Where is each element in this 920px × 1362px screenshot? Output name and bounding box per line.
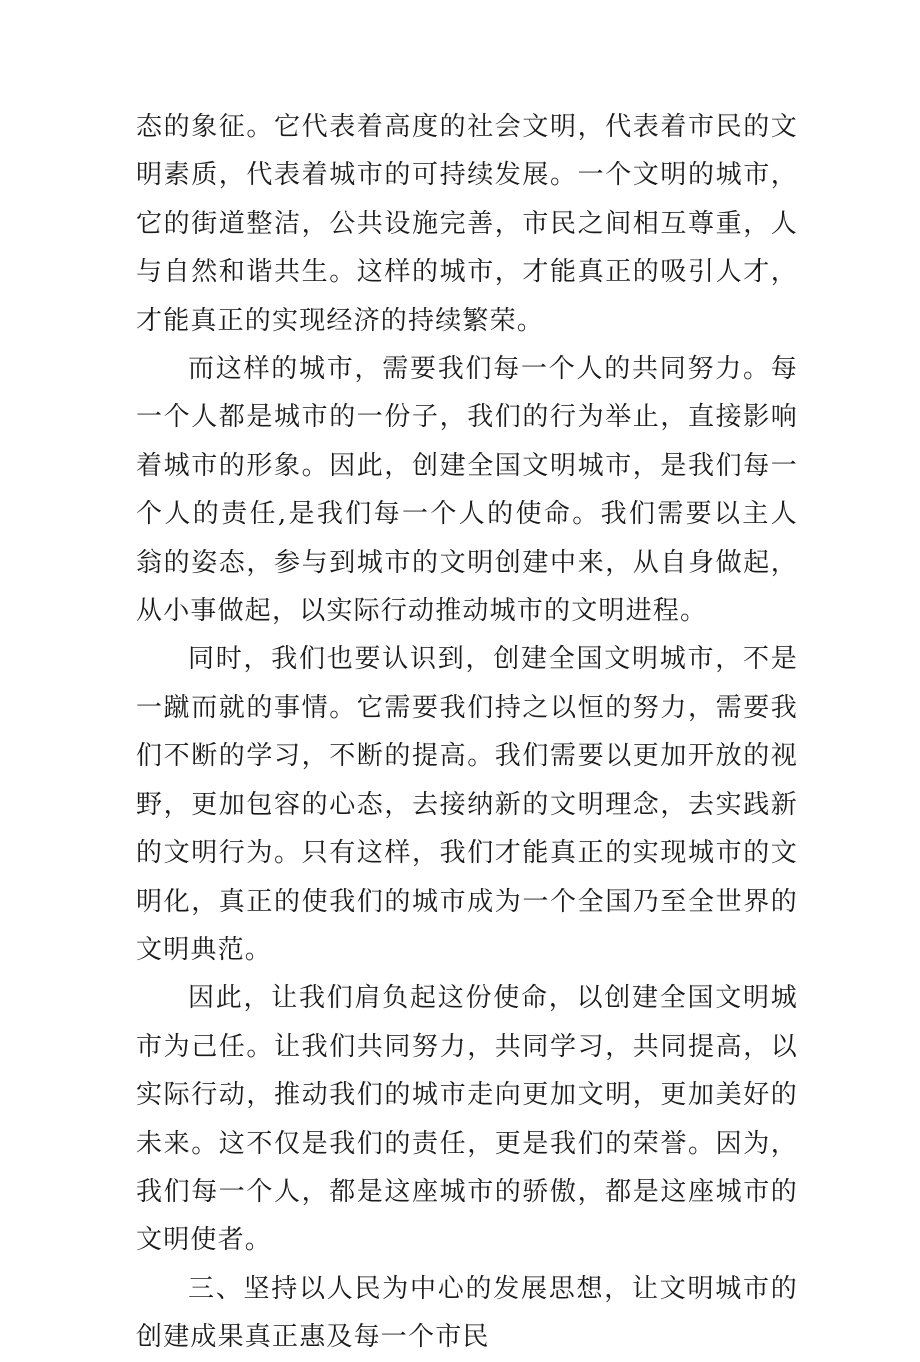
document-body <box>136 103 798 1362</box>
section-heading-three: 三、坚持以人民为中心的发展思想，让文明城市的创建成果真正惠及每一个市民 <box>136 1273 798 1353</box>
paragraph-call-to-action: 因此，让我们肩负起这份使命，以创建全国文明城市为己任。让我们共同努力，共同学习，共同提高，以实际行动，推动我们的城市走向更加文明，更加美好的未来。这不仅是我们的责任，更是我们的荣誉。因为，我们每一个人，都是这座城市的骄傲，都是这座城市的文明使者。 <box>136 983 798 1256</box>
paragraph-continuation: 态的象征。它代表着高度的社会文明，代表着市民的文明素质，代表着城市的可持续发展。一个文明的城市，它的街道整洁，公共设施完善，市民之间相互尊重，人与自然和谐共生。这样的城市，才能真正的吸引人才，才能真正的实现经济的持续繁荣。 <box>136 112 798 336</box>
paragraph-persistence: 同时，我们也要认识到，创建全国文明城市，不是一蹴而就的事情。它需要我们持之以恒的努力，需要我们不断的学习，不断的提高。我们需要以更加开放的视野，更加包容的心态，去接纳新的文明理念，去实践新的文明行为。只有这样，我们才能真正的实现城市的文明化，真正的使我们的城市成为一个全国乃至全世界的文明典范。 <box>136 644 798 965</box>
paragraph-shared-effort: 而这样的城市，需要我们每一个人的共同努力。每一个人都是城市的一份子，我们的行为举止，直接影响着城市的形象。因此，创建全国文明城市，是我们每一个人的责任,是我们每一个人的使命。我们需要以主人翁的姿态，参与到城市的文明创建中来，从自身做起，从小事做起，以实际行动推动城市的文明进程。 <box>136 354 798 627</box>
